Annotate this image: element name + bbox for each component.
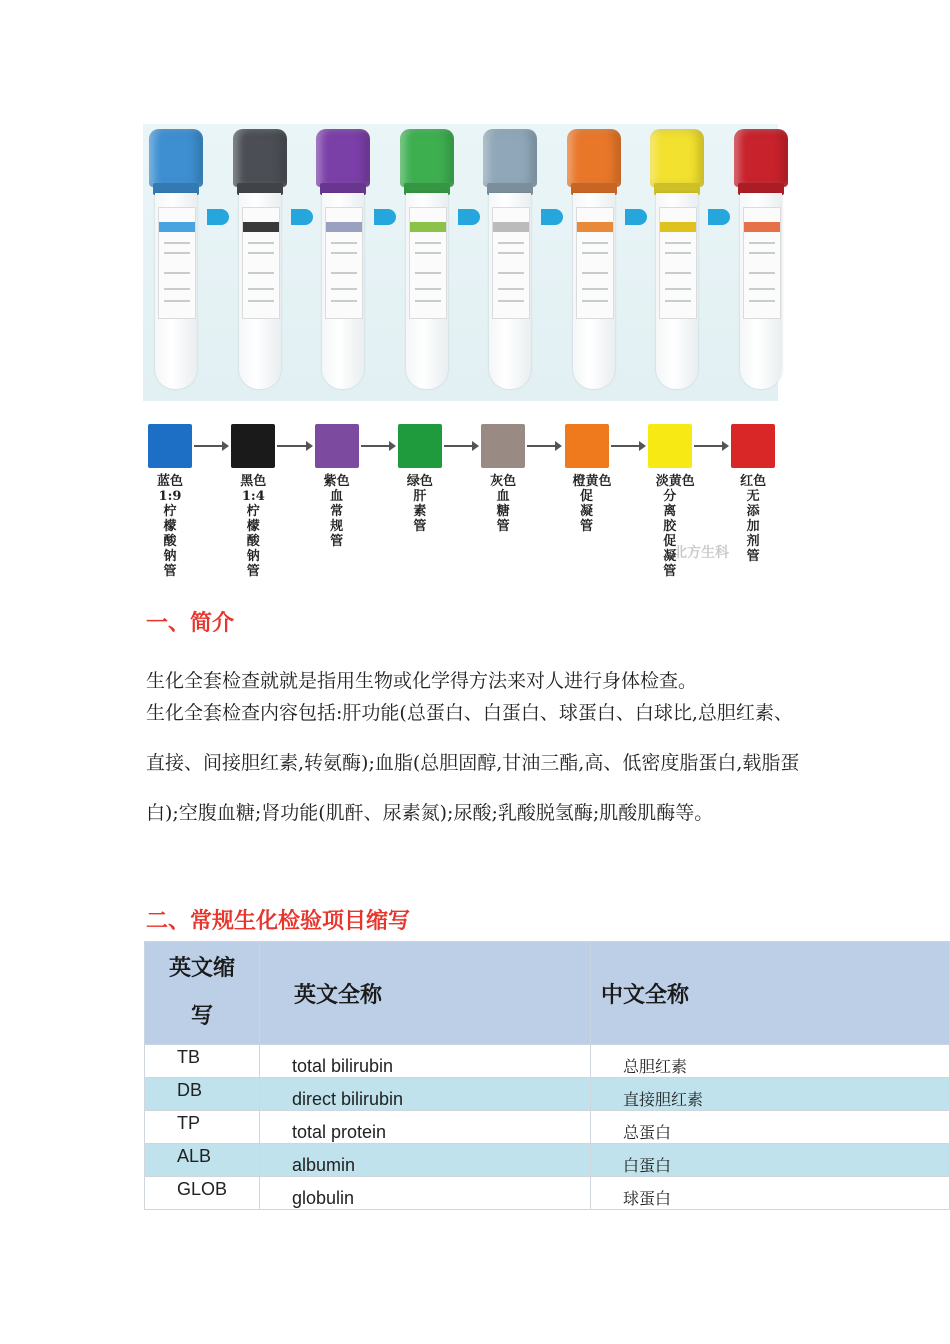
abbreviation-table (144, 941, 950, 1210)
connector-arrow-icon (694, 445, 727, 447)
tube-label (576, 207, 614, 319)
tube-label-band (577, 222, 613, 232)
section-title-intro: 一、简介 (146, 611, 235, 636)
tube-label-band (159, 222, 195, 232)
arrow-icon (291, 209, 313, 225)
tube-label-band (744, 222, 780, 232)
tube-color-label: 灰色 血 糖 管 (490, 474, 517, 534)
watermark-text: 北方生科 (673, 545, 729, 561)
table-row (145, 1078, 950, 1111)
color-swatch (481, 424, 525, 468)
tube-cap (483, 129, 537, 187)
blood-tube (483, 129, 537, 395)
cell-english-name: direct bilirubin (260, 1078, 591, 1111)
color-swatch (231, 424, 275, 468)
arrow-icon (458, 209, 480, 225)
blood-tube (400, 129, 454, 395)
tube-label-band (243, 222, 279, 232)
tube-cap (734, 129, 788, 187)
header-english-name: 英文全称 (260, 942, 591, 1045)
tube-color-chart (143, 414, 783, 586)
connector-arrow-icon (444, 445, 477, 447)
connector-arrow-icon (277, 445, 310, 447)
tube-label (409, 207, 447, 319)
cell-english-name: albumin (260, 1144, 591, 1177)
tube-label (743, 207, 781, 319)
arrow-icon (207, 209, 229, 225)
cell-english-name: globulin (260, 1177, 591, 1210)
tube-color-label: 橙黄色 促 凝 管 (572, 474, 612, 534)
intro-paragraph-1: 生化全套检查就就是指用生物或化学得方法来对人进行身体检查。 (146, 670, 698, 692)
tube-label (659, 207, 697, 319)
cell-english-name: total protein (260, 1111, 591, 1144)
table-row (145, 1045, 950, 1078)
color-swatch (315, 424, 359, 468)
tube-label-band (326, 222, 362, 232)
intro-paragraph-2: 生化全套检查内容包括:肝功能(总蛋白、白蛋白、球蛋白、白球比,总胆红素、直接、间接胆红素,转氨酶);血脂(总胆固醇,甘油三酯,高、低密度脂蛋白,载脂蛋白);空腹血糖;肾功能(肌酐、尿素氮);尿酸;乳酸脱氢酶;肌酸肌酶等。 (146, 702, 800, 824)
cell-english-name: total bilirubin (260, 1045, 591, 1078)
tube-label-band (660, 222, 696, 232)
table-row (145, 1144, 950, 1177)
arrow-icon (374, 209, 396, 225)
cell-chinese-name: 总胆红素 (591, 1045, 950, 1078)
tube-label (242, 207, 280, 319)
tube-color-label: 红色 无 添 加 剂 管 (740, 474, 767, 564)
arrow-icon (625, 209, 647, 225)
cell-abbreviation: DB (145, 1078, 260, 1111)
tube-label-band (493, 222, 529, 232)
header-abbreviation: 英文缩 写 (145, 942, 260, 1045)
color-swatch (398, 424, 442, 468)
tube-cap (650, 129, 704, 187)
blood-tube (233, 129, 287, 395)
tube-cap (233, 129, 287, 187)
blood-tube (149, 129, 203, 395)
cell-abbreviation: GLOB (145, 1177, 260, 1210)
cell-chinese-name: 球蛋白 (591, 1177, 950, 1210)
connector-arrow-icon (194, 445, 227, 447)
cell-abbreviation: TP (145, 1111, 260, 1144)
tube-label (158, 207, 196, 319)
tube-color-label: 蓝色 1:9 柠 檬 酸 钠 管 (156, 474, 183, 579)
section-title-abbreviations: 二、常规生化检验项目缩写 (146, 909, 411, 934)
tube-label (325, 207, 363, 319)
connector-arrow-icon (361, 445, 394, 447)
tube-label (492, 207, 530, 319)
tube-cap (149, 129, 203, 187)
cell-abbreviation: TB (145, 1045, 260, 1078)
blood-tube (734, 129, 788, 395)
blood-tubes-photo (143, 124, 778, 401)
color-swatch (648, 424, 692, 468)
header-chinese-name: 中文全称 (591, 942, 950, 1045)
cell-chinese-name: 总蛋白 (591, 1111, 950, 1144)
cell-chinese-name: 直接胆红素 (591, 1078, 950, 1111)
blood-tube (650, 129, 704, 395)
cell-abbreviation: ALB (145, 1144, 260, 1177)
tube-cap (567, 129, 621, 187)
tube-label-band (410, 222, 446, 232)
table-header-row (145, 942, 950, 1045)
tube-color-label: 黑色 1:4 柠 檬 酸 钠 管 (240, 474, 267, 579)
color-swatch (731, 424, 775, 468)
blood-tube (567, 129, 621, 395)
tube-cap (400, 129, 454, 187)
tube-cap (316, 129, 370, 187)
arrow-icon (541, 209, 563, 225)
cell-chinese-name: 白蛋白 (591, 1144, 950, 1177)
connector-arrow-icon (527, 445, 560, 447)
intro-text (146, 666, 806, 838)
connector-arrow-icon (611, 445, 644, 447)
blood-tube (316, 129, 370, 395)
tube-color-label: 淡黄色 分 离 胶 促 凝 管 (655, 474, 695, 579)
color-swatch (565, 424, 609, 468)
tube-color-label: 绿色 肝 素 管 (406, 474, 433, 534)
table-row (145, 1111, 950, 1144)
table-row (145, 1177, 950, 1210)
arrow-icon (708, 209, 730, 225)
color-swatch (148, 424, 192, 468)
tube-color-label: 紫色 血 常 规 管 (323, 474, 350, 549)
